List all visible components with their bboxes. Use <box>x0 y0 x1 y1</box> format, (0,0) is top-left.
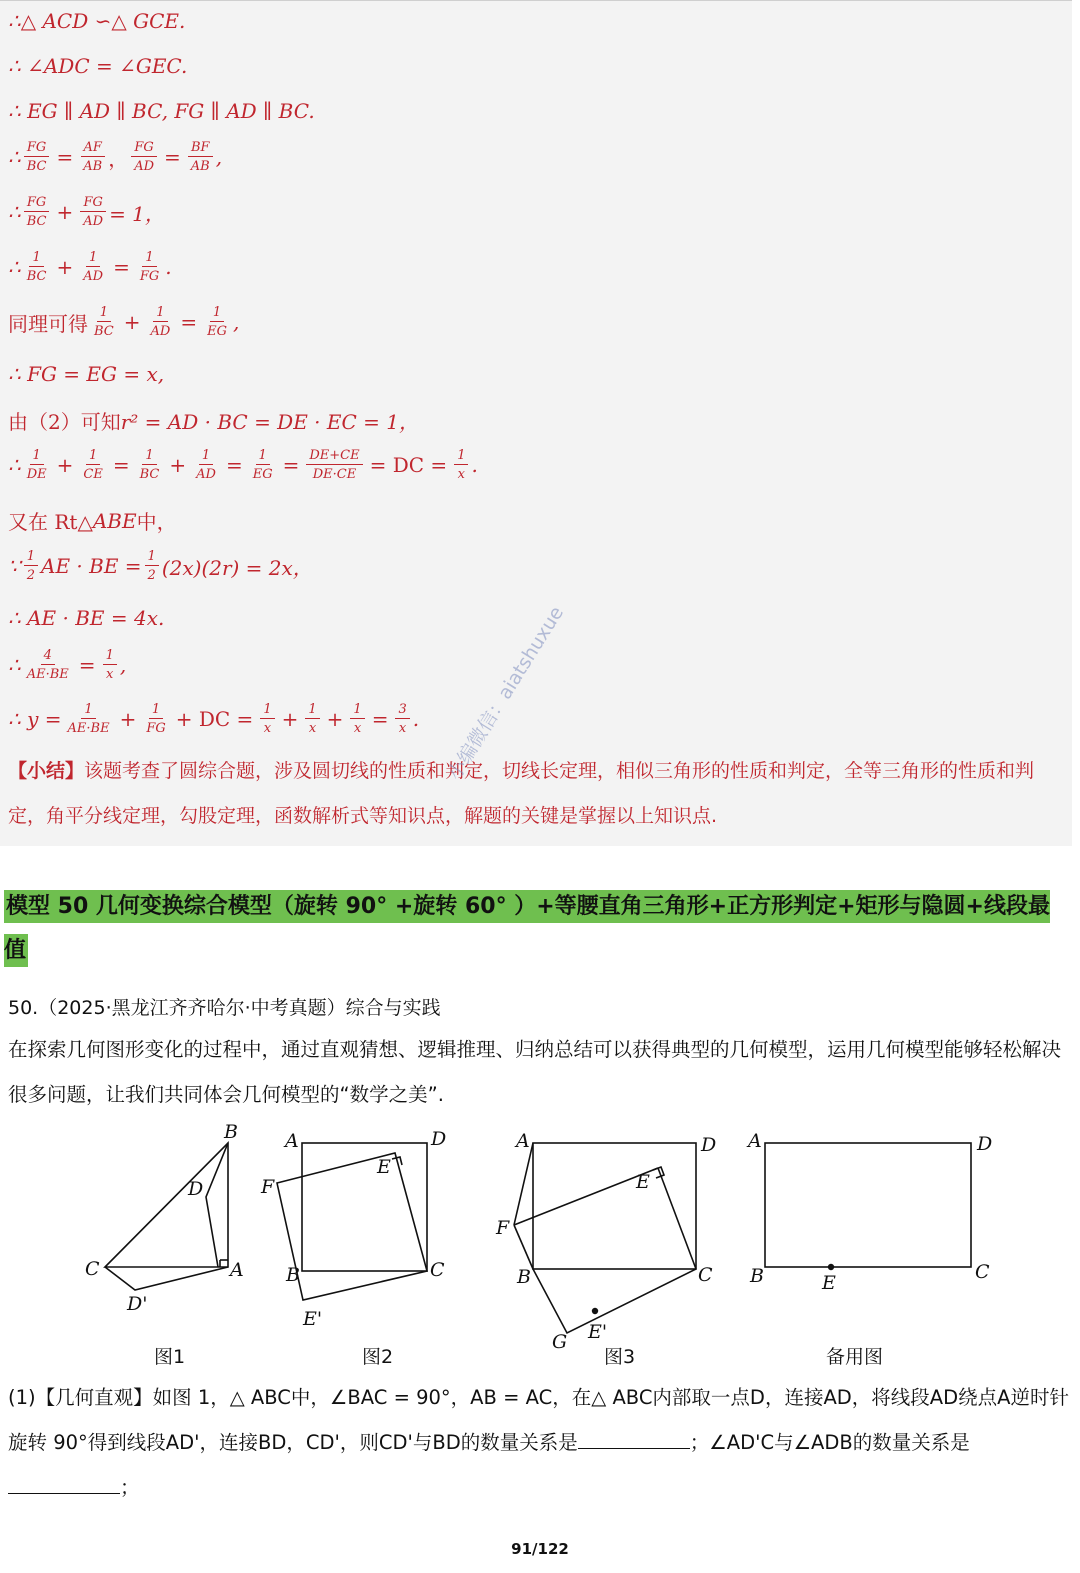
label-d: D <box>431 1128 447 1150</box>
label-f: F <box>496 1217 510 1239</box>
label-a: A <box>516 1130 530 1152</box>
summary-tag: 【小结】 <box>8 760 85 782</box>
answer-blank-2[interactable] <box>8 1475 120 1494</box>
solution-line-10: ∴ $\frac{1}{DE}$ + $\frac{1}{CE}$ = $\frac{1}{BC}$ + $\frac{1}{AD}$ = $\frac{1}{EG}$ = $\frac{DE+CE}{DE\cdot CE}$ = DC = $\frac{1}{x}$ . <box>8 448 478 482</box>
fraction: $\frac{1}{EG}$ <box>207 305 227 339</box>
label-b: B <box>750 1265 764 1287</box>
solution-line-14: ∴ $\frac{4}{AE\cdot BE}$ = $\frac{1}{x}$ , <box>8 648 127 682</box>
part-1-text-a: (1)【几何直观】如图 1，△ ABC中，∠BAC = 90°，AB = AC，在△ ABC内部取一点D，连接AD，将线段AD绕点A逆时针旋转 90°得到线段AD'，连接BD，CD'，则CD'与BD的数量关系是 <box>8 1386 1069 1454</box>
figure-1 <box>105 1143 228 1290</box>
solution-line-11: 又在 Rt△ ABE 中， <box>8 508 177 534</box>
figure-2-caption: 图2 <box>362 1346 394 1368</box>
figure-1-caption: 图1 <box>154 1346 186 1368</box>
label-a: A <box>285 1130 299 1152</box>
label-d: D <box>701 1134 717 1156</box>
fraction: $\frac{FG}{AD}$ <box>131 141 157 173</box>
label-b: B <box>224 1121 238 1143</box>
question-number-line: 50.（2025·黑龙江齐齐哈尔·中考真题）综合与实践 <box>8 997 441 1019</box>
label-b: B <box>286 1264 300 1286</box>
label-e: E <box>822 1272 836 1294</box>
solution-line-6: ∴ $\frac{1}{BC}$ + $\frac{1}{AD}$ = $\frac{1}{FG}$ . <box>8 250 172 284</box>
fraction: $\frac{FG}{BC}$ <box>24 141 50 173</box>
summary-text: 该题考查了圆综合题，涉及圆切线的性质和判定，切线长定理，相似三角形的性质和判定，全等三角形的性质和判定，角平分线定理，勾股定理，函数解析式等知识点，解题的关键是掌握以上知识点. <box>8 760 1035 827</box>
label-c: C <box>975 1261 990 1283</box>
fraction: $\frac{AF}{AB}$ <box>80 141 105 173</box>
solution-line-15: ∴ y = $\frac{1}{AE\cdot BE}$ + $\frac{1}{FG}$ + DC = $\frac{1}{x}$ + $\frac{1}{x}$ + $\frac{1}{x}$ = $\frac{3}{x}$ . <box>8 702 420 736</box>
label-c: C <box>698 1264 713 1286</box>
therefore-symbol: ∴ <box>8 145 21 169</box>
fraction: $\frac{FG}{BC}$ <box>24 196 50 228</box>
part-1-text-c: ； <box>120 1476 140 1499</box>
question-part-1 <box>8 1375 1072 1510</box>
page-number: 91/122 <box>511 1540 569 1558</box>
part-1-text-b: ；∠AD'C与∠ADB的数量关系是 <box>689 1431 970 1454</box>
watermark: 小编微信：aiatshuxue <box>443 602 569 784</box>
label-e-prime: E' <box>588 1321 608 1343</box>
label-g: G <box>552 1331 568 1353</box>
figure-4 <box>765 1143 971 1267</box>
fraction: $\frac{1}{BC}$ <box>94 305 114 339</box>
solution-line-1: ∴△ ACD ∽△ GCE. <box>8 9 186 33</box>
solution-line-4: ∴ $\frac{FG}{BC}$ = $\frac{AF}{AB}$ ， $\frac{FG}{AD}$ = $\frac{BF}{AB}$ , <box>8 140 223 174</box>
fraction: $\frac{1}{FG}$ <box>139 250 160 284</box>
point-e-prime-dot <box>592 1308 598 1314</box>
solution-line-7: 同理可得 $\frac{1}{BC}$ + $\frac{1}{AD}$ = $\frac{1}{EG}$ , <box>8 305 240 339</box>
question-intro: 在探索几何图形变化的过程中，通过直观猜想、逻辑推理、归纳总结可以获得典型的几何模型，运用几何模型能够轻松解决很多问题，让我们共同体会几何模型的“数学之美”. <box>8 1038 1062 1106</box>
figure-3-caption: 图3 <box>604 1346 636 1368</box>
fraction: $\frac{BF}{AB}$ <box>188 141 213 173</box>
solution-line-2: ∴ ∠ADC = ∠GEC. <box>8 54 188 78</box>
figure-3 <box>514 1143 696 1333</box>
solution-line-12: ∵ $\frac{1}{2}$ AE · BE = $\frac{1}{2}$ (2x)(2r) = 2x， <box>8 549 313 583</box>
label-e: E <box>377 1156 391 1178</box>
solution-line-8: ∴ FG = EG = x, <box>8 362 165 386</box>
label-d: D <box>188 1178 204 1200</box>
label-c: C <box>85 1258 100 1280</box>
solution-line-13: ∴ AE · BE = 4x. <box>8 606 165 630</box>
figure-4-caption: 备用图 <box>826 1346 884 1368</box>
fraction: $\frac{1}{BC}$ <box>26 250 47 284</box>
label-e-prime: E' <box>303 1308 323 1330</box>
solution-line-5: ∴ $\frac{FG}{BC}$ + $\frac{FG}{AD}$ = 1， <box>8 195 165 229</box>
solution-line-3: ∴ EG ∥ AD ∥ BC, FG ∥ AD ∥ BC. <box>8 99 315 123</box>
fraction: $\frac{1}{AD}$ <box>150 305 171 339</box>
label-f: F <box>261 1176 275 1198</box>
label-a: A <box>230 1259 244 1281</box>
answer-blank-1[interactable] <box>578 1430 690 1449</box>
label-d: D <box>977 1133 993 1155</box>
label-d-prime: D' <box>127 1293 148 1315</box>
solution-line-9: 由（2）可知 r² = AD · BC = DE · EC = 1， <box>8 410 419 434</box>
fraction: $\frac{1}{AD}$ <box>83 250 104 284</box>
point-e-dot <box>828 1264 834 1270</box>
summary-paragraph <box>8 749 1068 839</box>
label-c: C <box>430 1259 445 1281</box>
label-a: A <box>748 1130 762 1152</box>
model-title <box>4 885 1072 973</box>
model-title-text: 模型 50 几何变换综合模型（旋转 90° +旋转 60° ）+等腰直角三角形+正方形判定+矩形与隐圆+线段最值 <box>4 890 1050 967</box>
figures-row <box>0 1115 1080 1375</box>
fraction: $\frac{FG}{AD}$ <box>80 196 106 228</box>
label-e: E <box>636 1171 650 1193</box>
label-b: B <box>517 1266 531 1288</box>
